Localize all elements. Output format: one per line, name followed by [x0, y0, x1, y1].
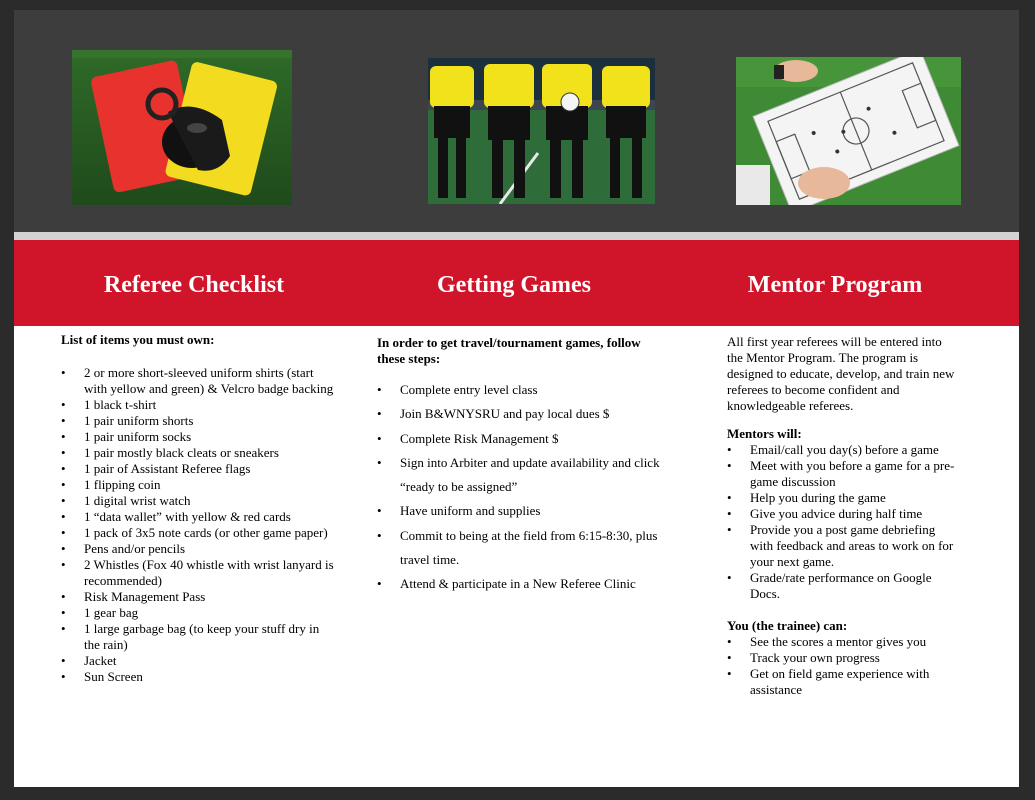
games-title: Getting Games: [437, 272, 591, 298]
games-subhead: In order to get travel/tournament games, follow these steps:: [377, 335, 641, 366]
list-item: • 1 large garbage bag (to keep your stuff dry in the rain): [61, 621, 336, 653]
list-item: • 1 pair uniform shorts: [61, 413, 336, 429]
list-item: • Attend & participate in a New Referee Clinic: [377, 572, 667, 596]
list-item: • 1 flipping coin: [61, 477, 336, 493]
list-item: • Give you advice during half time: [727, 506, 959, 522]
divider-stripe: [14, 232, 1019, 240]
checklist-title: Referee Checklist: [103, 272, 285, 298]
list-item: • 1 pack of 3x5 note cards (or other game paper): [61, 525, 336, 541]
list-item: • 1 digital wrist watch: [61, 493, 336, 509]
list-item: • 2 Whistles (Fox 40 whistle with wrist lanyard is recommended): [61, 557, 336, 589]
games-steps-list: [377, 378, 667, 597]
mentor-column: [727, 334, 959, 698]
list-item: • See the scores a mentor gives you: [727, 634, 959, 650]
list-item: • Commit to being at the field from 6:15-8:30, plus travel time.: [377, 524, 667, 573]
games-column: [377, 335, 667, 597]
list-item: • Email/call you day(s) before a game: [727, 442, 959, 458]
list-item: • Join B&WNYSRU and pay local dues $: [377, 402, 667, 426]
list-item: • Grade/rate performance on Google Docs.: [727, 570, 959, 602]
list-item: • Pens and/or pencils: [61, 541, 336, 557]
list-item: • Meet with you before a game for a pre-game discussion: [727, 458, 959, 490]
list-item: • 1 “data wallet” with yellow & red cards: [61, 509, 336, 525]
list-item: • 1 black t-shirt: [61, 397, 336, 413]
trainee-subhead: You (the trainee) can:: [727, 618, 848, 633]
mentors-subhead: Mentors will:: [727, 426, 802, 441]
list-item: • Help you during the game: [727, 490, 959, 506]
list-item: • 1 pair of Assistant Referee flags: [61, 461, 336, 477]
list-item: • Sun Screen: [61, 669, 336, 685]
list-item: • Have uniform and supplies: [377, 499, 667, 523]
list-item: • Get on field game experience with assistance: [727, 666, 959, 698]
checklist-list: [61, 365, 336, 685]
checklist-subhead: List of items you must own:: [61, 332, 215, 347]
referee-crew-icon: [428, 58, 655, 204]
list-item: • Complete entry level class: [377, 378, 667, 402]
list-item: • 1 pair uniform socks: [61, 429, 336, 445]
list-item: • Sign into Arbiter and update availability and click “ready to be assigned”: [377, 451, 667, 500]
mentor-title: Mentor Program: [747, 272, 923, 298]
list-item: • Track your own progress: [727, 650, 959, 666]
whistle-cards-icon: [72, 50, 292, 205]
brochure-page: [14, 10, 1019, 787]
mentors-list: [727, 442, 959, 602]
list-item: • Risk Management Pass: [61, 589, 336, 605]
list-item: • 2 or more short-sleeved uniform shirts (start with yellow and green) & Velcro badge backing: [61, 365, 336, 397]
list-item: • 1 pair mostly black cleats or sneakers: [61, 445, 336, 461]
list-item: • 1 gear bag: [61, 605, 336, 621]
trainee-list: [727, 634, 959, 698]
checklist-column: [61, 332, 336, 685]
mentor-intro: All first year referees will be entered into the Mentor Program. The program is designed to educate, develop, and train new referees to become confident and knowledgeable referees.: [727, 334, 955, 413]
list-item: • Complete Risk Management $: [377, 427, 667, 451]
list-item: • Provide you a post game debriefing with feedback and areas to work on for your next game.: [727, 522, 959, 570]
tactics-board-icon: [736, 57, 961, 205]
list-item: • Jacket: [61, 653, 336, 669]
